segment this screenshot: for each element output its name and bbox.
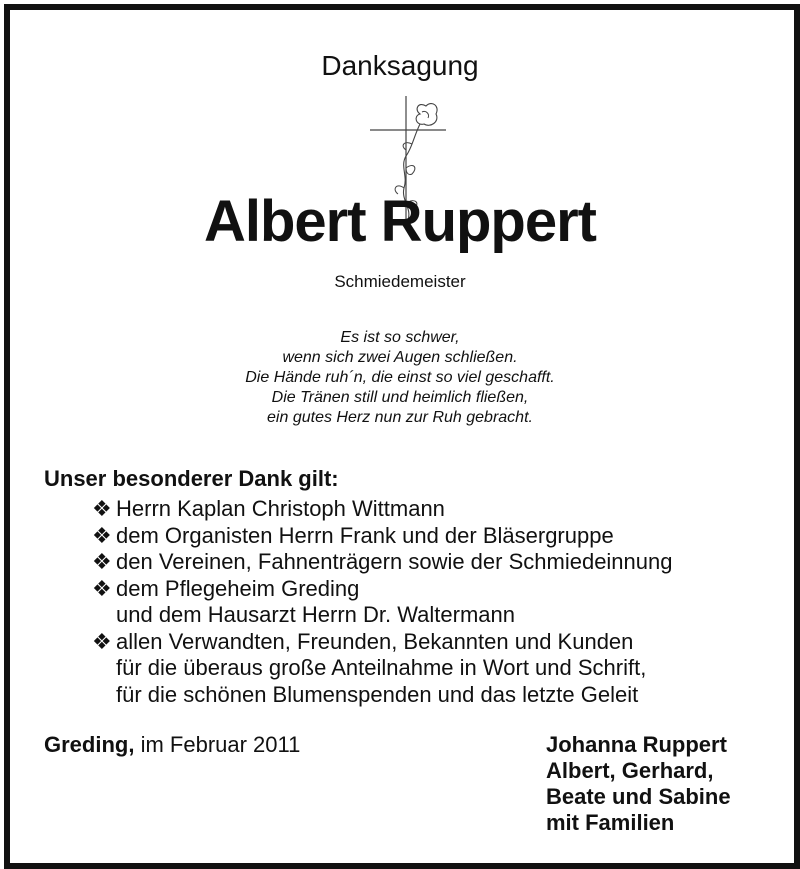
poem-line: Es ist so schwer, — [340, 329, 460, 346]
list-item-text: und dem Hausarzt Herrn Dr. Waltermann — [116, 602, 515, 627]
list-item — [92, 576, 673, 629]
list-item-text: dem Pflegeheim Greding — [116, 575, 360, 601]
diamond-bullet-icon: ❖ — [92, 522, 112, 548]
diamond-bullet-icon: ❖ — [92, 549, 112, 574]
poem — [0, 328, 800, 428]
place-date — [44, 732, 300, 758]
poem-line: ein gutes Herz nun zur Ruh gebracht. — [267, 409, 533, 426]
signer-line: mit Familien — [546, 810, 675, 835]
signer-line: Beate und Sabine — [546, 784, 731, 809]
signer-line: Albert, Gerhard, — [546, 758, 714, 783]
list-item — [92, 549, 673, 576]
place: Greding, — [44, 732, 135, 757]
list-item-text: dem Organisten Herrn Frank und der Bläsergruppe — [116, 522, 614, 548]
diamond-bullet-icon: ❖ — [92, 575, 112, 601]
poem-line: Die Hände ruh´n, die einst so viel geschafft. — [245, 369, 555, 386]
diamond-bullet-icon: ❖ — [92, 496, 112, 521]
notice-heading: Danksagung — [321, 50, 479, 81]
list-item — [92, 496, 673, 523]
diamond-bullet-icon: ❖ — [92, 628, 112, 654]
thanks-heading: Unser besonderer Dank gilt: — [44, 466, 339, 491]
list-item — [92, 629, 673, 709]
deceased-name: Albert Ruppert — [204, 189, 596, 254]
deceased-occupation: Schmiedemeister — [334, 272, 466, 291]
list-item-text: für die überaus große Anteilnahme in Wort und Schrift, — [116, 655, 647, 680]
list-item-text: für die schönen Blumenspenden und das letzte Geleit — [116, 681, 639, 707]
poem-line: Die Tränen still und heimlich fließen, — [271, 389, 529, 406]
poem-line: wenn sich zwei Augen schließen. — [282, 349, 518, 366]
list-item-text: allen Verwandten, Freunden, Bekannten und Kunden — [116, 628, 634, 654]
thanks-list — [92, 496, 673, 708]
date: im Februar 2011 — [140, 732, 301, 757]
list-item-text: den Vereinen, Fahnenträgern sowie der Schmiedeinnung — [116, 549, 673, 574]
list-item-text: Herrn Kaplan Christoph Wittmann — [116, 496, 445, 521]
signers — [546, 732, 731, 836]
signer-line: Johanna Ruppert — [546, 732, 727, 757]
list-item — [92, 523, 673, 550]
